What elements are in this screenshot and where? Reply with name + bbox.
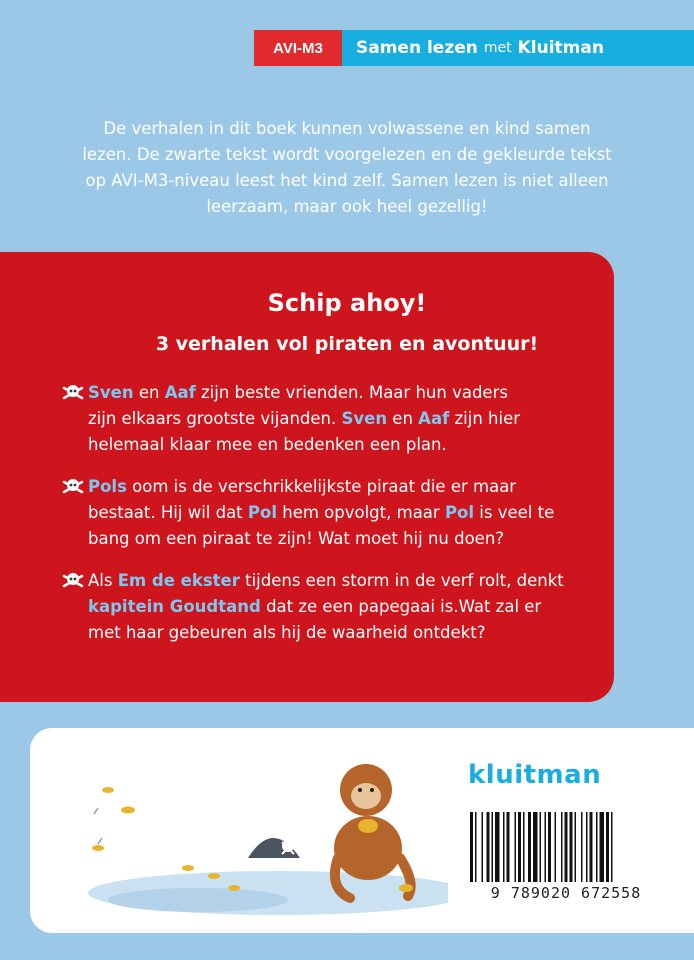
avi-level-badge: AVI-M3 [254, 30, 342, 66]
barcode-bar [548, 812, 551, 882]
series-header [254, 30, 694, 66]
barcode-bar [596, 812, 598, 882]
barcode-bar [518, 812, 521, 882]
barcode-bar [590, 812, 593, 882]
skull-crossbones-icon [62, 383, 84, 401]
barcode-bar [528, 812, 531, 882]
barcode-bar [555, 812, 557, 882]
skull-crossbones-icon [62, 571, 84, 589]
series-name-bar [342, 30, 694, 66]
character-name: Em de ekster [117, 571, 240, 590]
character-name: Aaf [164, 383, 196, 402]
character-name: Sven [88, 383, 134, 402]
book-subtitle: 3 verhalen vol piraten en avontuur! [155, 333, 539, 355]
barcode-bar [515, 812, 517, 882]
barcode-bar [492, 812, 494, 882]
barcode-bar [470, 812, 473, 882]
barcode-bar [570, 812, 573, 882]
story-text: hem opvolgt, maar [277, 503, 445, 522]
barcode-bar [523, 812, 525, 882]
barcode-bar [581, 812, 583, 882]
character-name: kapitein Goudtand [88, 597, 261, 616]
story-text: bestaat. Hij wil dat [88, 503, 248, 522]
barcode [466, 812, 666, 882]
story-text: met haar gebeuren als hij de waarheid ontdekt? [88, 623, 486, 642]
barcode-bar [561, 812, 563, 882]
intro-line: De verhalen in dit boek kunnen volwassene en kind samen [103, 119, 591, 138]
story-text: Als [88, 571, 118, 590]
character-name: Pol [247, 503, 277, 522]
skull-crossbones-icon [62, 477, 84, 495]
barcode-bar [606, 812, 609, 882]
story-text: oom is de verschrikkelijkste piraat die er maar [126, 477, 517, 496]
story-summary-2 [62, 474, 582, 552]
character-name: Pol [444, 503, 475, 522]
series-name-part1: Samen lezen [356, 38, 478, 58]
series-name-part2: met [483, 40, 512, 56]
barcode-bar [503, 812, 505, 882]
barcode-bar [533, 812, 538, 882]
barcode-bar [545, 812, 547, 882]
book-title: Schip ahoy! [267, 289, 427, 317]
barcode-bar [495, 812, 500, 882]
barcode-bar [586, 812, 588, 882]
barcode-bar [507, 812, 510, 882]
series-name-part3: Kluitman [517, 38, 604, 58]
story-text: tijdens een storm in de verf rolt, denkt [239, 571, 564, 590]
intro-line: lezen. De zwarte tekst wordt voorgelezen en de gekleurde tekst [82, 145, 612, 164]
story-text: bang om een piraat te zijn! Wat moet hij nu doen? [88, 529, 505, 548]
story-summary-3 [62, 568, 582, 646]
story-text: zijn elkaars grootste vijanden. [88, 409, 342, 428]
character-name: Pols [88, 477, 127, 496]
intro-line: op AVI-M3-niveau leest het kind zelf. Samen lezen is niet alleen [85, 171, 609, 190]
character-name: Aaf [418, 409, 450, 428]
story-text: en [133, 383, 165, 402]
barcode-bar [482, 812, 484, 882]
barcode-bar [487, 812, 490, 882]
story-text: helemaal klaar mee en bedenken een plan. [88, 435, 447, 454]
barcode-bar [600, 812, 605, 882]
barcode-bar [575, 812, 577, 882]
barcode-bar [611, 812, 613, 882]
story-text: en [387, 409, 419, 428]
barcode-bar [565, 812, 568, 882]
publisher-logo: kluitman [468, 760, 602, 790]
isbn-number: 9 789020 672558 [490, 884, 642, 902]
barcode-bar [540, 812, 542, 882]
story-text: zijn beste vrienden. Maar hun vaders [195, 383, 508, 402]
intro-text [40, 116, 654, 220]
barcode-bar [475, 812, 477, 882]
story-text: is veel te [474, 503, 555, 522]
story-summary-1 [62, 380, 582, 458]
story-text: zijn hier [449, 409, 521, 428]
intro-line: leerzaam, maar ook heel gezellig! [206, 197, 488, 216]
story-text: dat ze een papegaai is.Wat zal er [260, 597, 542, 616]
character-name: Sven [341, 409, 388, 428]
monkey-coins-illustration [38, 738, 448, 923]
